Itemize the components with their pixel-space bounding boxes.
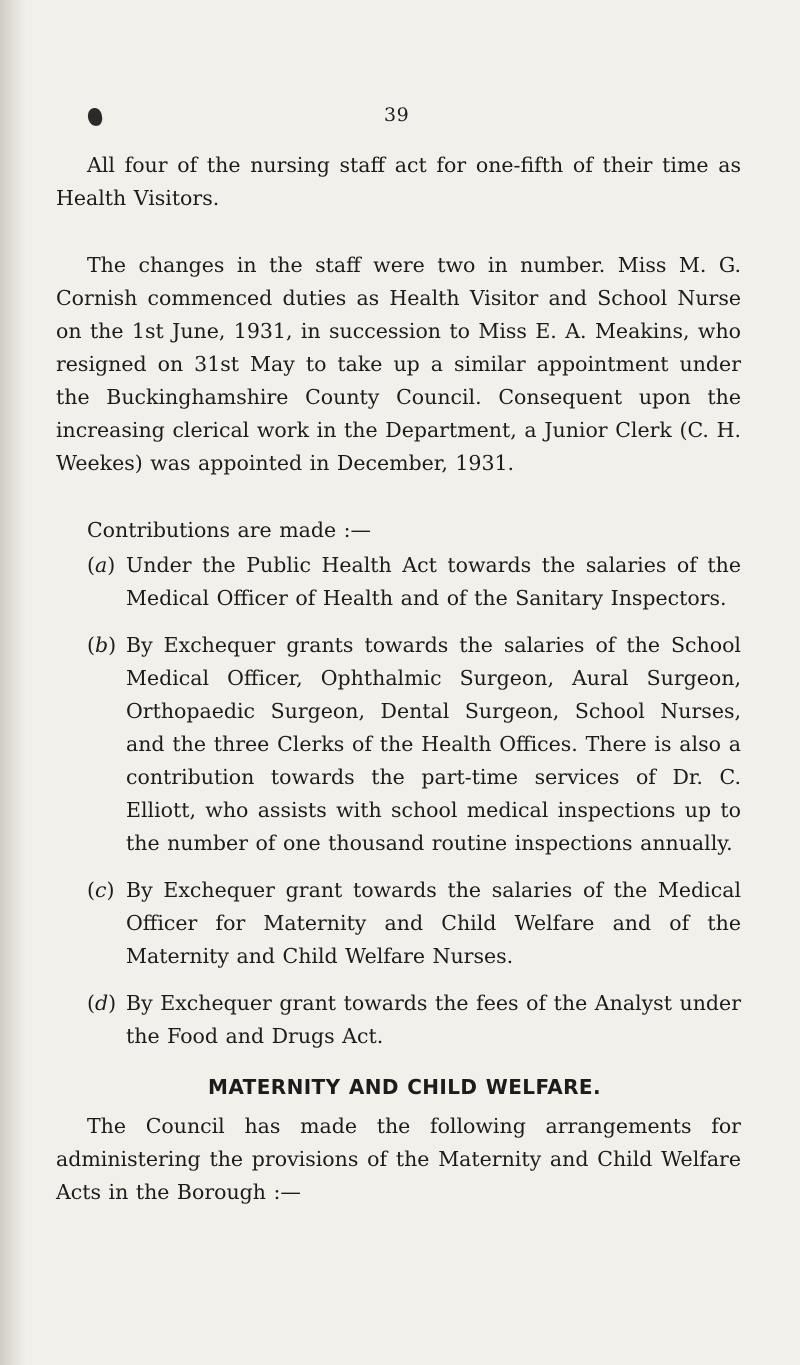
- body-text: [56, 149, 741, 1243]
- list-item-text: By Exchequer grants towards the salaries of the School Medical Officer, Ophthalmic Surgeon, Aural Surgeon, Orthopaedic Surgeon, Dental Surgeon, School Nurses, and the three Clerks of the Health Offices. There is also a contribution towards the part-time services of Dr. C. Elliott, who assists with school medical inspections up to the number of one thousand routine inspections annually.: [126, 633, 741, 855]
- binding-shadow: [0, 0, 26, 1365]
- list-item: [87, 549, 741, 615]
- ink-blot: [87, 107, 103, 127]
- list-item: [87, 874, 741, 973]
- paragraph-arrangements: The Council has made the following arrangements for administering the provisions of the Maternity and Child Welfare Acts in the Borough :—: [56, 1114, 741, 1204]
- list-item-marker: (a): [87, 553, 116, 577]
- list-item-marker: (d): [87, 991, 117, 1015]
- list-item-text: Under the Public Health Act towards the salaries of the Medical Officer of Health and of the Sanitary Inspectors.: [126, 553, 741, 610]
- list-item: [87, 629, 741, 860]
- list-item-marker: (c): [87, 878, 115, 902]
- list-item-text: By Exchequer grant towards the fees of the Analyst under the Food and Drugs Act.: [126, 991, 741, 1048]
- list-item-text: By Exchequer grant towards the salaries of the Medical Officer for Maternity and Child Welfare and of the Maternity and Child Welfare Nurses.: [126, 878, 741, 968]
- contributions-list: [56, 549, 741, 1053]
- list-item: [87, 987, 741, 1053]
- section-heading: MATERNITY AND CHILD WELFARE.: [208, 1075, 601, 1099]
- paragraph-contributions-intro: Contributions are made :—: [87, 518, 372, 542]
- list-item-marker: (b): [87, 633, 117, 657]
- paragraph-staff-changes: The changes in the staff were two in number. Miss M. G. Cornish commenced duties as Health Visitor and School Nurse on the 1st June, 1931, in succession to Miss E. A. Meakins, who resigned on 31st May to take up a similar appointment under the Buckinghamshire County Council. Consequent upon the increasing clerical work in the Department, a Junior Clerk (C. H. Weekes) was appointed in December, 1931.: [56, 253, 741, 475]
- page-number: 39: [384, 104, 410, 126]
- paragraph-nursing-staff: All four of the nursing staff act for one-fifth of their time as Health Visitors.: [56, 153, 741, 210]
